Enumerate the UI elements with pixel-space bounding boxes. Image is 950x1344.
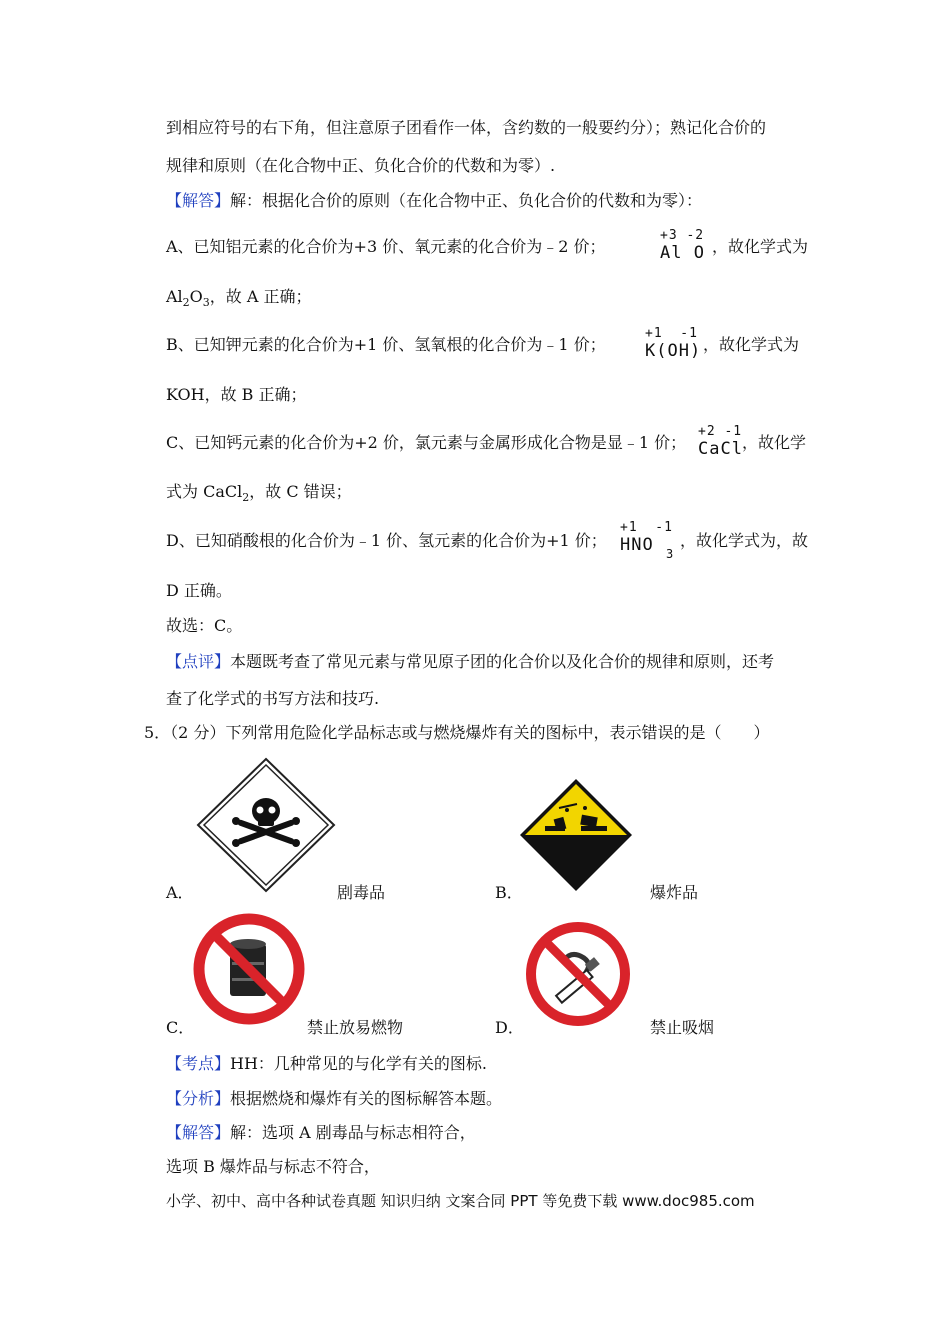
option-c-result: 式为 CaCl$_2$，故 C 错误； xyxy=(166,482,352,505)
final-choice: 故选：C。 xyxy=(166,616,243,635)
valence-b-formula: K(OH) xyxy=(645,341,702,361)
analysis-tag: 【分析】 xyxy=(166,1089,231,1108)
footer-text: 小学、初中、高中各种试卷真题 知识归纳 文案合同 PPT 等免费下载 www.doc985.com xyxy=(166,1192,755,1210)
review-line xyxy=(166,651,774,673)
valence-a-formula: Al O xyxy=(660,243,705,263)
analysis-line xyxy=(166,1088,502,1110)
answer-text: 解：根据化合价的原则（在化合物中正、负化合价的代数和为零）： xyxy=(230,191,703,210)
option-a-result: $Al_2O_3$，故 A 正确； xyxy=(166,287,312,310)
option-b-result: KOH，故 B 正确； xyxy=(166,385,307,404)
valence-c-formula: CaCl xyxy=(698,439,743,459)
option-b-tail: ，故化学式为 xyxy=(703,335,800,354)
option-b-label: B． xyxy=(495,883,523,902)
option-d-result: D 正确。 xyxy=(166,581,232,600)
valence-a xyxy=(660,228,710,264)
question-5: 5．（2 分）下列常用危险化学品标志或与燃烧爆炸有关的图标中，表示错误的是（ ） xyxy=(144,723,770,742)
valence-b xyxy=(645,326,703,362)
analysis-text: 根据燃烧和爆炸有关的图标解答本题。 xyxy=(230,1089,503,1108)
corrosive-sign-icon xyxy=(519,778,633,892)
option-c-caption: 禁止放易燃物 xyxy=(307,1018,404,1037)
valence-c xyxy=(698,424,744,460)
answer-tag: 【解答】 xyxy=(166,191,231,210)
option-d-reasoning: D、已知硝酸根的化合价为﹣1 价、氢元素的化合价为+1 价； xyxy=(166,531,607,550)
review-text: 本题既考查了常见元素与常见原子团的化合价以及化合价的规律和原则，还考 xyxy=(230,652,775,671)
option-d-tail: ，故化学式为，故 xyxy=(680,531,809,550)
knowledge-point-line xyxy=(166,1053,487,1075)
no-smoking-sign-icon xyxy=(524,920,632,1028)
option-a-tail: ，故化学式为 xyxy=(712,237,809,256)
solution-line-2: 选项 B 爆炸品与标志不符合， xyxy=(166,1157,380,1176)
valence-a-top: +3 -2 xyxy=(660,228,705,243)
paragraph-line: 规律和原则（在化合物中正、负化合价的代数和为零）. xyxy=(166,156,556,175)
valence-d-top: +1 -1 xyxy=(620,520,673,535)
solution-text: 解：选项 A 剧毒品与标志相符合， xyxy=(230,1123,476,1142)
valence-b-top: +1 -1 xyxy=(645,326,698,341)
knowledge-point-text: HH：几种常见的与化学有关的图标. xyxy=(230,1054,488,1073)
option-d-caption: 禁止吸烟 xyxy=(650,1018,715,1037)
option-a-reasoning: A、已知铝元素的化合价为+3 价、氧元素的化合价为﹣2 价； xyxy=(166,237,606,256)
option-c-reasoning: C、已知钙元素的化合价为+2 价，氯元素与金属形成化合物是显﹣1 价； xyxy=(166,433,687,452)
valence-d-formula: HNO xyxy=(620,535,654,555)
knowledge-point-tag: 【考点】 xyxy=(166,1054,231,1073)
option-a-caption: 剧毒品 xyxy=(337,883,386,902)
option-d-label: D． xyxy=(495,1018,524,1037)
no-flammables-sign-icon xyxy=(192,912,306,1026)
solution-line xyxy=(166,1122,476,1144)
answer-line xyxy=(166,190,702,212)
option-b-caption: 爆炸品 xyxy=(650,883,699,902)
toxic-sign-icon xyxy=(196,757,336,893)
valence-d xyxy=(620,520,680,560)
valence-d-subscript: 3 xyxy=(666,547,674,561)
paragraph-line: 到相应符号的右下角，但注意原子团看作一体，含约数的一般要约分）；熟记化合价的 xyxy=(166,118,767,137)
option-c-label: C． xyxy=(166,1018,195,1037)
solution-tag: 【解答】 xyxy=(166,1123,231,1142)
option-c-tail: ，故化学 xyxy=(742,433,807,452)
review-line-2: 查了化学式的书写方法和技巧. xyxy=(166,689,380,708)
review-tag: 【点评】 xyxy=(166,652,231,671)
valence-c-top: +2 -1 xyxy=(698,424,743,439)
option-b-reasoning: B、已知钾元素的化合价为+1 价、氢氧根的化合价为﹣1 价； xyxy=(166,335,606,354)
option-a-label: A． xyxy=(166,883,194,902)
